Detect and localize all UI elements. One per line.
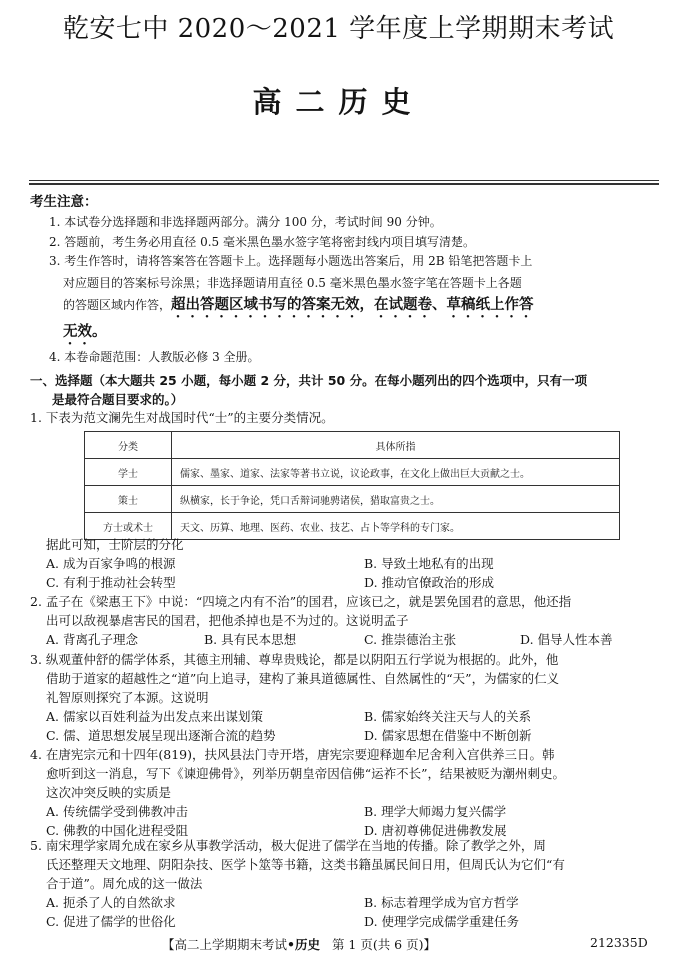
section-heading-line1: 一、选择题（本大题共 25 小题，每小题 2 分，共计 50 分。在每小题列出的四个选项中，只有一项 xyxy=(30,373,588,388)
option-b: B. 具有民本思想 xyxy=(204,632,297,647)
table-cell-category: 方士或术士 xyxy=(85,513,172,540)
notice-item-2: 2. 答题前，考生务必用直径 0.5 毫米黑色墨水签字笔将密封线内项目填写清楚。 xyxy=(49,234,475,249)
option-a: A. 儒家以百姓利益为出发点来出谋划策 xyxy=(46,709,263,724)
section-heading-line2: 是最符合题目要求的。） xyxy=(52,392,184,407)
option-row xyxy=(30,893,660,912)
notice-title: 考生注意： xyxy=(30,194,98,210)
table-row xyxy=(85,459,620,486)
option-d: D. 使理学完成儒学重建任务 xyxy=(364,914,520,929)
footer-exam-info xyxy=(162,935,436,953)
table-cell-category: 学士 xyxy=(85,459,172,486)
option-d: D. 推动官僚政治的形成 xyxy=(364,575,495,590)
option-d: D. 唐初尊佛促进佛教发展 xyxy=(364,823,507,838)
notice-item-3-emphasis: 超出答题区域书写的答案无效，在试题卷、草稿纸上作答 xyxy=(171,296,534,313)
question-4-stem: 4. 在唐宪宗元和十四年(819)，扶风县法门寺开塔，唐宪宗要迎释迦牟尼舍利入宫供养三日。韩 xyxy=(30,747,555,762)
option-row xyxy=(30,554,660,573)
section-heading xyxy=(30,371,660,409)
exam-title: 乾安七中 2020～2021 学年度上学期期末考试 xyxy=(62,14,615,44)
option-c: C. 佛教的中国化进程受阻 xyxy=(46,823,189,838)
option-a: A. 成为百家争鸣的根源 xyxy=(46,556,176,571)
footer-page-number: 第 1 页(共 6 页)】 xyxy=(331,937,436,952)
question-1-stem: 1. 下表为范文澜先生对战国时代“士”的主要分类情况。 xyxy=(30,410,334,425)
question-4-stem-cont: 这次冲突反映的实质是 xyxy=(46,785,172,800)
question-4-stem-cont: 愈听到这一消息，写下《谏迎佛骨》，列举历朝皇帝因信佛“运祚不长”，结果被贬为潮州刺史。 xyxy=(46,766,566,781)
candidate-notice xyxy=(30,190,660,367)
notice-item-4: 4. 本卷命题范围：人教版必修 3 全册。 xyxy=(49,349,260,364)
option-row xyxy=(30,573,660,592)
option-d: D. 儒家思想在借鉴中不断创新 xyxy=(364,728,532,743)
table-cell-description: 天文、历算、地理、医药、农业、技艺、占卜等学科的专门家。 xyxy=(172,513,620,540)
divider-line xyxy=(29,180,659,181)
notice-item-3-line3 xyxy=(30,294,660,321)
table-header-cell: 分类 xyxy=(85,432,172,459)
table-cell-description: 儒家、墨家、道家、法家等著书立说，议论政事，在文化上做出巨大贡献之士。 xyxy=(172,459,620,486)
scholar-classification-table xyxy=(84,431,620,540)
subject-title: 高二历史 xyxy=(252,85,425,119)
option-a: A. 扼杀了人的自然欲求 xyxy=(46,895,176,910)
option-a: A. 传统儒学受到佛教冲击 xyxy=(46,804,188,819)
option-d: D. 倡导人性本善 xyxy=(520,632,613,647)
footer-exam-label: 【高二上学期期末考试 xyxy=(162,937,288,952)
notice-item-3-emphasis-end: 无效。 xyxy=(63,323,107,340)
divider-line-thick xyxy=(29,183,659,185)
question-5-stem-cont: 氏还整理天文地理、阴阳杂技、医学卜筮等书籍，这类书籍虽属民间日用，但周氏认为它们“有 xyxy=(46,857,565,872)
option-a: A. 背离孔子理念 xyxy=(46,632,138,647)
question-2-stem-cont: 出可以敌视暴虐害民的国君，把他杀掉也是不为过的。这说明孟子 xyxy=(46,613,409,628)
question-4 xyxy=(30,745,660,840)
question-2 xyxy=(30,592,660,649)
option-c: C. 有利于推动社会转型 xyxy=(46,575,176,590)
question-5-stem-cont: 合于道”。周允成的这一做法 xyxy=(46,876,203,891)
option-row xyxy=(30,726,660,745)
footer-paper-code: 212335D xyxy=(590,935,648,950)
question-3 xyxy=(30,650,660,745)
option-b: B. 儒家始终关注天与人的关系 xyxy=(364,709,532,724)
table-header-cell: 具体所指 xyxy=(172,432,620,459)
notice-item-3: 3. 考生作答时，请将答案答在答题卡上。选择题每小题选出答案后，用 2B 铅笔把答题卡上 xyxy=(49,254,533,268)
option-row xyxy=(30,707,660,726)
table-cell-category: 策士 xyxy=(85,486,172,513)
question-1 xyxy=(30,408,660,427)
table-row xyxy=(85,486,620,513)
option-row xyxy=(30,802,660,821)
option-b: B. 理学大师竭力复兴儒学 xyxy=(364,804,507,819)
question-3-stem-cont: 礼智原则探究了本源。这说明 xyxy=(46,690,209,705)
option-c: C. 促进了儒学的世俗化 xyxy=(46,914,176,929)
option-b: B. 导致土地私有的出现 xyxy=(364,556,494,571)
question-5-stem: 5. 南宋理学家周允成在家乡从事教学活动，极大促进了儒学在当地的传播。除了教学之外，周 xyxy=(30,838,546,853)
notice-item-3-line2: 对应题目的答案标号涂黑；非选择题请用直径 0.5 毫米黑色墨水签字笔在答题卡上各题 xyxy=(63,275,522,290)
question-5 xyxy=(30,836,660,931)
option-row xyxy=(30,912,660,931)
option-c: C. 儒、道思想发展呈现出逐渐合流的趋势 xyxy=(46,728,276,743)
option-b: B. 标志着理学成为官方哲学 xyxy=(364,895,519,910)
option-row xyxy=(30,630,660,649)
question-3-stem: 3. 纵观董仲舒的儒学体系，其德主刑辅、尊卑贵贱论，都是以阴阳五行学说为根据的。此外，他 xyxy=(30,652,559,667)
question-1-continuation xyxy=(30,535,660,592)
footer-subject-label: •历史 xyxy=(287,937,321,952)
question-1-prompt: 据此可知，士阶层的分化 xyxy=(46,537,184,552)
table-cell-description: 纵横家，长于争论，凭口舌辩词驰骋诸侯，猎取富贵之士。 xyxy=(172,486,620,513)
notice-item-3-normal: 的答题区域内作答， xyxy=(63,297,172,312)
notice-item-1: 1. 本试卷分选择题和非选择题两部分。满分 100 分，考试时间 90 分钟。 xyxy=(49,215,442,229)
table-header-row xyxy=(85,432,620,459)
question-2-stem: 2. 孟子在《梁惠王下》中说：“四境之内有不治”的国君，应该已之，就是罢免国君的意思，他还指 xyxy=(30,594,572,609)
option-c: C. 推崇德治主张 xyxy=(364,632,457,647)
question-3-stem-cont: 借助于道家的超越性之“道”向上追寻，建构了兼具道德属性、自然属性的“天”，为儒家的仁义 xyxy=(46,671,560,686)
notice-item-3-line4 xyxy=(30,321,660,348)
